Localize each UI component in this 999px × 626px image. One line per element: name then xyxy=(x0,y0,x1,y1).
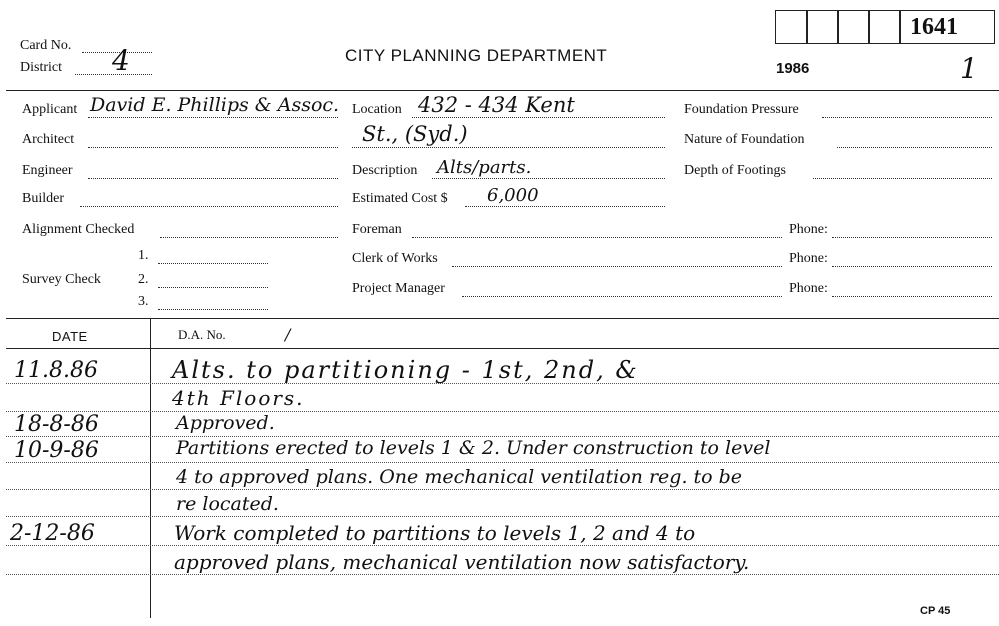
survey-label: Survey Check xyxy=(22,272,101,287)
description-line xyxy=(432,178,665,179)
date-header: DATE xyxy=(52,329,88,344)
number-box xyxy=(837,10,870,44)
survey-item-2: 2. xyxy=(138,272,149,287)
applicant-value: David E. Phillips & Assoc. xyxy=(90,94,340,116)
table-rule xyxy=(6,545,999,546)
applicant-label: Applicant xyxy=(22,102,78,117)
foreman-phone-line xyxy=(832,237,992,238)
alignment-line xyxy=(160,237,338,238)
description-value: Alts/parts. xyxy=(437,157,532,178)
district-label: District xyxy=(20,60,62,75)
table-rule xyxy=(6,489,999,490)
foundation-pressure-line xyxy=(822,117,992,118)
entry-text-line: 4th Floors. xyxy=(172,386,305,410)
cost-label: Estimated Cost $ xyxy=(352,191,448,206)
number-box xyxy=(868,10,901,44)
nature-foundation-line xyxy=(837,147,992,148)
location-label: Location xyxy=(352,102,402,117)
foreman-phone-label: Phone: xyxy=(789,222,828,237)
year-label: 1986 xyxy=(776,60,810,77)
location-value-1: 432 - 434 Kent xyxy=(418,93,575,117)
location-value-2: St., (Syd.) xyxy=(362,122,468,146)
foreman-label: Foreman xyxy=(352,222,402,237)
pm-label: Project Manager xyxy=(352,281,445,296)
clerk-phone-line xyxy=(832,266,992,267)
alignment-label: Alignment Checked xyxy=(22,222,135,237)
builder-label: Builder xyxy=(22,191,64,206)
table-rule xyxy=(6,411,999,412)
table-header-divider xyxy=(6,348,999,349)
da-header: D.A. No. xyxy=(178,327,226,342)
cost-line xyxy=(465,206,665,207)
card-no-label: Card No. xyxy=(20,38,72,53)
survey-item-3: 3. xyxy=(138,294,149,309)
entry-text-line: approved plans, mechanical ventilation now satisfactory. xyxy=(174,550,750,574)
survey-item-1: 1. xyxy=(138,248,149,263)
card-index: 1 xyxy=(960,52,978,85)
header-divider xyxy=(6,90,999,91)
entry-text-line: 4 to approved plans. One mechanical ventilation reg. to be xyxy=(176,466,743,488)
entry-text-line: Partitions erected to levels 1 & 2. Under construction to level xyxy=(176,437,771,459)
engineer-line xyxy=(88,178,338,179)
description-label: Description xyxy=(352,163,418,178)
architect-label: Architect xyxy=(22,132,75,147)
entry-text-line: Work completed to partitions to levels 1, 2 and 4 to xyxy=(174,521,696,545)
clerk-phone-label: Phone: xyxy=(789,251,828,266)
entry-text-line: re located. xyxy=(176,493,279,515)
nature-foundation-label: Nature of Foundation xyxy=(684,132,805,147)
entry-text-line: Approved. xyxy=(176,412,275,434)
survey-line xyxy=(158,263,268,264)
entry-date: 18-8-86 xyxy=(14,412,99,437)
form-code: CP 45 xyxy=(920,605,951,617)
table-rule xyxy=(6,516,999,517)
entry-date: 10-9-86 xyxy=(14,438,99,463)
da-value: / xyxy=(285,325,291,344)
clerk-label: Clerk of Works xyxy=(352,251,438,266)
engineer-label: Engineer xyxy=(22,163,73,178)
table-top-divider xyxy=(6,318,999,319)
depth-footings-line xyxy=(813,178,992,179)
table-rule xyxy=(6,462,999,463)
table-rule xyxy=(6,574,999,575)
number-box xyxy=(806,10,839,44)
page-title: CITY PLANNING DEPARTMENT xyxy=(345,46,608,65)
survey-line xyxy=(158,309,268,310)
pm-phone-label: Phone: xyxy=(789,281,828,296)
depth-footings-label: Depth of Footings xyxy=(684,163,786,178)
clerk-line xyxy=(452,266,782,267)
location-line xyxy=(412,117,665,118)
builder-line xyxy=(80,206,338,207)
pm-line xyxy=(462,296,782,297)
applicant-line xyxy=(88,117,338,118)
entry-text-line: Alts. to partitioning - 1st, 2nd, & xyxy=(172,356,639,384)
district-value: 4 xyxy=(112,44,130,77)
architect-line xyxy=(88,147,338,148)
card-number: 1641 xyxy=(910,14,958,40)
pm-phone-line xyxy=(832,296,992,297)
foreman-line xyxy=(412,237,782,238)
entry-date: 11.8.86 xyxy=(14,358,98,383)
location-line-2 xyxy=(352,147,665,148)
survey-line xyxy=(158,287,268,288)
entry-date: 2-12-86 xyxy=(10,521,95,546)
cost-value: 6,000 xyxy=(487,185,539,206)
date-column-divider xyxy=(150,318,151,618)
foundation-pressure-label: Foundation Pressure xyxy=(684,102,799,117)
number-box xyxy=(775,10,808,44)
